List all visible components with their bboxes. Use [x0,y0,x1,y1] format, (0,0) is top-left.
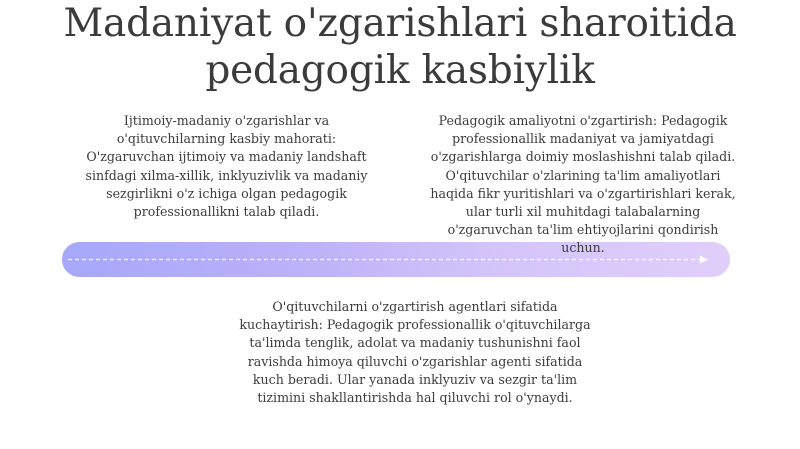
text-block-bottom: O'qituvchilarni o'zgartirish agentlari sifatida kuchaytirish: Pedagogik professionallik o'qituvchilarga ta'limda tenglik, adolat va madaniy tushunishni faol ravishda himoya qiluvchi o'zgarishlar agenti sifatida kuch beradi. Ular yanada inklyuziv va sezgir ta'lim tizimini shakllantirishda hal qiluvchi rol o'ynaydi. [239,299,591,406]
text-block-left: Ijtimoiy-madaniy o'zgarishlar va o'qituvchilarning kasbiy mahorati: O'zgaruvchan ijtimoiy va madaniy landshaft sinfdagi xilma-xillik, inklyuzivlik va madaniy sezgirlikni o'z ichiga olgan pedagogik professionallikni talab qiladi. [85,113,368,220]
text-block-right: Pedagogik amaliyotni o'zgartirish: Pedagogik professionallik madaniyat va jamiyatdagi o'zgarishlarga doimiy moslashishni talab qiladi. O'qituvchilar o'zlarining ta'lim amaliyotlari haqida fikr yuritishlari va o'zgartirishlari kerak, ular turli xil muhitdagi talabalarning o'zgaruvchan ta'lim ehtiyojlarini qondirish uchun. [430,113,736,256]
page-title: Madaniyat o'zgarishlari sharoitida pedagogik kasbiylik [63,1,737,93]
